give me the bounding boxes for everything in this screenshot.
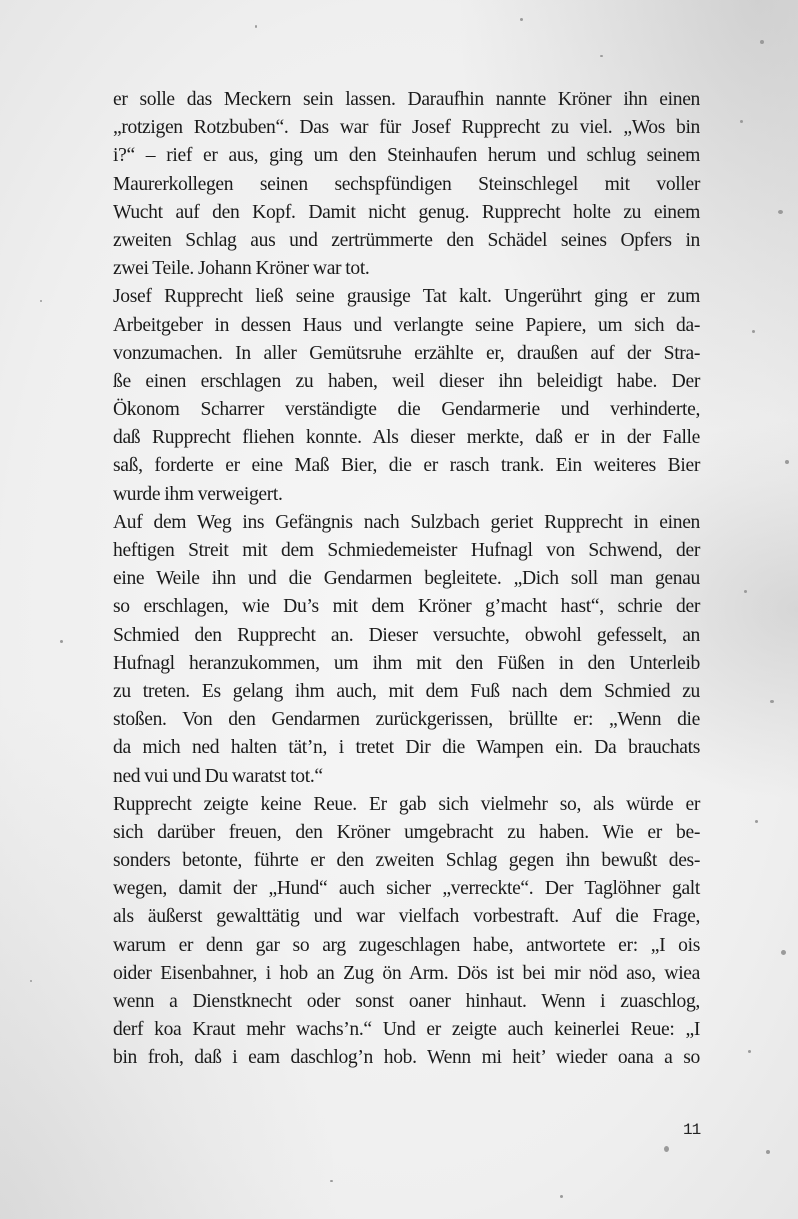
text-line: zwei Teile. Johann Kröner war tot.: [113, 258, 370, 280]
paragraph: [113, 791, 700, 1073]
text-line: wegen, damit der „Hund“ auch sicher „verreckte“. Der Taglöhner galt: [113, 878, 700, 900]
text-line: ße einen erschlagen zu haben, weil dieser ihn beleidigt habe. Der: [113, 370, 700, 392]
text-line: Arbeitgeber in dessen Haus und verlangte seine Papiere, um sich da-: [113, 314, 700, 336]
text-line: „rotzigen Rotzbuben“. Das war für Josef Rupprecht zu viel. „Wos bin: [113, 117, 700, 139]
text-line: ned vui und Du waratst tot.“: [113, 765, 323, 787]
body-text: [113, 86, 700, 1073]
text-line: als äußerst gewalttätig und war vielfach vorbestraft. Auf die Frage,: [113, 906, 700, 928]
text-line: Hufnagl heranzukommen, um ihm mit den Füßen in den Unterleib: [113, 652, 700, 674]
text-line: sich darüber freuen, den Kröner umgebracht zu haben. Wie er be-: [113, 821, 700, 843]
text-line: Ökonom Scharrer verständigte die Gendarmerie und verhinderte,: [113, 399, 700, 421]
text-line: zu treten. Es gelang ihm auch, mit dem Fuß nach dem Schmied zu: [113, 680, 700, 702]
text-line: saß, forderte er eine Maß Bier, die er rasch trank. Ein weiteres Bier: [113, 455, 700, 477]
text-line: zweiten Schlag aus und zertrümmerte den Schädel seines Opfers in: [113, 229, 700, 251]
text-line: Maurerkollegen seinen sechspfündigen Steinschlegel mit voller: [113, 173, 700, 195]
paragraph: [113, 509, 700, 791]
text-line: heftigen Streit mit dem Schmiedemeister Hufnagl von Schwend, der: [113, 540, 700, 561]
text-line: warum er denn gar so arg zugeschlagen habe, antwortete er: „I ois: [113, 934, 700, 956]
paragraph: [113, 86, 700, 283]
text-line: Rupprecht zeigte keine Reue. Er gab sich vielmehr so, als würde er: [113, 793, 700, 815]
text-line: so erschlagen, wie Du’s mit dem Kröner g’macht hast“, schrie der: [113, 596, 700, 618]
text-line: sonders betonte, führte er den zweiten Schlag gegen ihn bewußt des-: [113, 850, 700, 872]
text-line: Auf dem Weg ins Gefängnis nach Sulzbach geriet Rupprecht in einen: [113, 511, 700, 533]
text-line: wurde ihm verweigert.: [113, 483, 283, 505]
text-line: vonzumachen. In aller Gemütsruhe erzählte er, draußen auf der Stra-: [113, 342, 700, 364]
text-line: er solle das Meckern sein lassen. Daraufhin nannte Kröner ihn einen: [113, 89, 700, 110]
text-line: eine Weile ihn und die Gendarmen begleitete. „Dich soll man genau: [113, 568, 700, 590]
text-line: daß Rupprecht fliehen konnte. Als dieser merkte, daß er in der Falle: [113, 427, 700, 449]
text-line: Wucht auf den Kopf. Damit nicht genug. Rupprecht holte zu einem: [113, 201, 700, 223]
text-line: stoßen. Von den Gendarmen zurückgerissen, brüllte er: „Wenn die: [113, 709, 700, 731]
paragraph: [113, 283, 700, 509]
text-line: i?“ – rief er aus, ging um den Steinhaufen herum und schlug seinem: [113, 145, 700, 167]
text-line: derf koa Kraut mehr wachs’n.“ Und er zeigte auch keinerlei Reue: „I: [113, 1019, 700, 1041]
text-line: oider Eisenbahner, i hob an Zug ön Arm. Dös ist bei mir nöd aso, wiea: [113, 962, 700, 984]
text-line: Josef Rupprecht ließ seine grausige Tat kalt. Ungerührt ging er zum: [113, 286, 700, 308]
text-line: Schmied den Rupprecht an. Dieser versuchte, obwohl gefesselt, an: [113, 624, 700, 646]
page-number: 11: [683, 1121, 701, 1139]
text-line: wenn a Dienstknecht oder sonst oaner hinhaut. Wenn i zuaschlog,: [113, 991, 700, 1012]
text-line: da mich ned halten tät’n, i tretet Dir die Wampen ein. Da brauchats: [113, 737, 700, 759]
text-line: bin froh, daß i eam daschlog’n hob. Wenn mi heit’ wieder oana a so: [113, 1047, 700, 1069]
